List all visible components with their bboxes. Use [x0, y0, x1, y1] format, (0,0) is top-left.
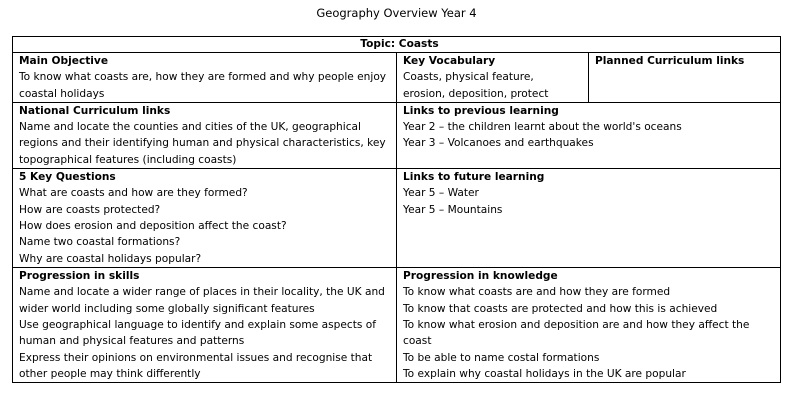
key-questions-heading: 5 Key Questions	[19, 171, 116, 184]
list-item: Express their opinions on environmental issues and recognise that other people may think differently	[19, 351, 373, 380]
list-item: Use geographical language to identify and explain some aspects of human and physical features and patterns	[19, 318, 376, 348]
progression-knowledge-heading: Progression in knowledge	[403, 270, 558, 283]
key-vocabulary-line: Coasts, physical feature,	[403, 71, 534, 84]
links-future-learning-heading: Links to future learning	[403, 171, 545, 184]
list-item: To know that coasts are protected and how this is achieved	[403, 302, 718, 315]
list-item: How does erosion and deposition affect the coast?	[19, 219, 287, 232]
progression-skills-cell	[13, 268, 397, 383]
list-item: Name two coastal formations?	[19, 236, 181, 249]
main-objective-cell	[13, 53, 397, 103]
national-curriculum-links-cell	[13, 102, 397, 168]
list-item: Year 5 – Mountains	[403, 203, 503, 216]
planned-curriculum-links-cell	[589, 53, 781, 103]
key-questions-row	[13, 169, 781, 268]
list-item: How are coasts protected?	[19, 203, 161, 216]
key-vocabulary-line: erosion, deposition, protect	[403, 87, 549, 100]
topic-row	[13, 37, 781, 53]
key-questions-cell	[13, 169, 397, 268]
main-objective-heading: Main Objective	[19, 55, 109, 67]
list-item: Year 5 – Water	[403, 187, 479, 200]
list-item: Name and locate a wider range of places in their locality, the UK and wider world including some globally significant features	[19, 286, 385, 315]
objective-row	[13, 53, 781, 103]
list-item: To know what coasts are and how they are formed	[403, 286, 671, 299]
links-previous-learning-cell	[397, 102, 781, 168]
list-item: To know what erosion and deposition are and how they affect the coast	[403, 318, 750, 348]
list-item: Why are coastal holidays popular?	[19, 252, 202, 265]
list-item: What are coasts and how are they formed?	[19, 187, 248, 200]
progression-knowledge-cell	[397, 268, 781, 383]
key-vocabulary-heading: Key Vocabulary	[403, 55, 496, 67]
links-previous-learning-heading: Links to previous learning	[403, 104, 559, 117]
national-curriculum-row	[13, 102, 781, 168]
planned-curriculum-links-heading: Planned Curriculum links	[595, 55, 745, 67]
links-future-learning-cell	[397, 169, 781, 268]
progression-skills-heading: Progression in skills	[19, 270, 140, 283]
national-curriculum-links-heading: National Curriculum links	[19, 104, 171, 117]
document-title: Geography Overview Year 4	[316, 6, 477, 20]
list-item: To be able to name costal formations	[403, 351, 600, 364]
main-objective-text: To know what coasts are, how they are formed and why people enjoy coastal holidays	[19, 71, 387, 100]
list-item: Year 3 – Volcanoes and earthquakes	[403, 137, 594, 150]
list-item: Year 2 – the children learnt about the world's oceans	[403, 121, 682, 134]
list-item: To explain why coastal holidays in the UK are popular	[403, 367, 686, 380]
topic-cell: Topic: Coasts	[13, 37, 781, 53]
progression-row	[13, 268, 781, 383]
overview-table	[12, 36, 781, 383]
national-curriculum-links-text: Name and locate the counties and cities of the UK, geographical regions and their identifying human and physical characteristics, key topographical features (including coasts)	[19, 121, 386, 166]
key-vocabulary-cell	[397, 53, 589, 103]
